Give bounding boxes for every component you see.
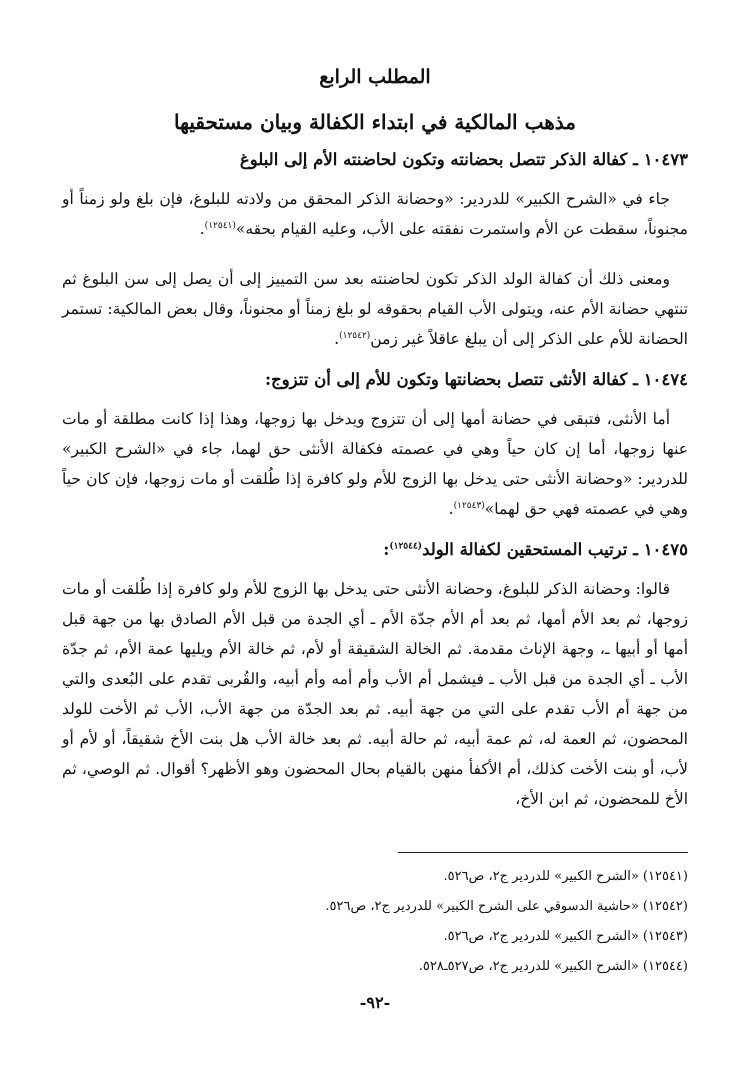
footnote-1: (١٢٥٤١) «الشرح الكبير» للدردير ج٢، ص٥٢٦.	[443, 869, 688, 884]
paragraph-1	[62, 184, 688, 244]
period: .	[199, 220, 205, 238]
footnote-ref-4: (١٢٥٤٤)	[389, 541, 423, 552]
footnotes	[62, 862, 688, 982]
heading-10473: ١٠٤٧٣ ـ كفالة الذكر تتصل بحضانته وتكون لحاضنته الأم إلى البلوغ	[239, 150, 688, 169]
footnote-4: (١٢٥٤٤) «الشرح الكبير» للدردير ج٢، ص٥٢٧ـ٥٢٨.	[418, 959, 688, 974]
paragraph-1-text: جاء في «الشرح الكبير» للدردير: «وحضانة الذكر المحقق من ولادته للبلوغ، فإن بلغ ولو زمناً أو مجنوناً، سقطت عن الأم واستمرت نفقته على الأب، وعليه القيام بحقه»	[62, 190, 688, 238]
paragraph-2	[62, 264, 688, 354]
page-number: -٩٢-	[359, 993, 391, 1012]
footnote-ref-1: (١٢٥٤١)	[204, 220, 236, 231]
footnote-3: (١٢٥٤٣) «الشرح الكبير» للدردير ج٢، ص٥٢٦.	[443, 929, 688, 944]
paragraph-2-text: ومعنى ذلك أن كفالة الولد الذكر تكون لحاضنته بعد سن التمييز إلى أن يصل إلى سن البلوغ ثم تنتهي حضانة الأم عنه، ويتولى الأب القيام بحقوقه لو بلغ زمناً أو مجنوناً، وقال بعض المالكية: تستمر الحضانة للأم على الذكر إلى أن يبلغ عاقلاً غير زمن	[62, 270, 688, 348]
main-title: مذهب المالكية في ابتداء الكفالة وبيان مستحقيها	[174, 110, 576, 134]
period: .	[334, 330, 340, 348]
footnote-divider	[398, 852, 688, 853]
footnote-2: (١٢٥٤٢) «حاشية الدسوقي على الشرح الكبير» للدردير ج٢، ص٥٢٦.	[325, 899, 688, 914]
heading-10475-text: ١٠٤٧٥ ـ ترتيب المستحقين لكفالة الولد	[422, 540, 688, 559]
paragraph-4: قالوا: وحضانة الذكر للبلوغ، وحضانة الأنثى حتى يدخل بها الزوج للأم ولو كافرة إذا طُلقت أو مات زوجها، ثم بعد الأم أمها، ثم بعد أم الأم جدّة الأم ـ أي الجدة من قبل الأم الصادق بها من جهة قبل أمها أو أبيها ـ، وجهة الإناث مقدمة. ثم الخالة الشقيقة أو لأم، ثم خالة الأم ويليها عمة الأم، ثم جدّة الأب ـ أي الجدة من قبل الأب ـ فيشمل أم الأب وأم أمه وأم أبيه، والقُربى تقدم على البُعدى والتي من جهة أم الأب تقدم على التي من جهة أبيه. ثم بعد الجدّة من جهة الأب، الأب ثم الأخت للولد المحضون، ثم العمة له، ثم عمة أبيه، ثم حالة أبيه. ثم بعد خالة الأب هل بنت الأخ شقيقاً، أو لأم أو لأب، أو بنت الأخت كذلك، أم الأكفأ منهن بالقيام بحال المحضون وهو الأظهر؟ أقوال. ثم الوصي، ثم الأخ للمحضون، ثم ابن الأخ،	[62, 580, 689, 808]
heading-10474: ١٠٤٧٤ ـ كفالة الأنثى تتصل بحضانتها وتكون للأم إلى أن تتزوج:	[264, 370, 688, 389]
heading-10475	[62, 536, 688, 564]
colon: :	[383, 540, 390, 559]
footnote-ref-3: (١٢٥٤٣)	[453, 500, 485, 511]
paragraph-3	[62, 404, 688, 524]
period: .	[448, 500, 454, 518]
paragraph-3-text: أما الأنثى، فتبقى في حضانة أمها إلى أن تتزوج ويدخل بها زوجها، وهذا إذا كانت مطلقة أو مات عنها زوجها، أما إن كان حياً وهي في عصمته فكفالة الأنثى حق لهما، جاء في «الشرح الكبير» للدردير: «وحضانة الأنثى حتى يدخل بها الزوج للأم ولو كافرة إذا طُلقت أو مات زوجها، فإن كان حياً وهي في عصمته فهي حق لهما»	[62, 410, 688, 518]
section-title: المطلب الرابع	[319, 66, 431, 88]
footnote-ref-2: (١٢٥٤٢)	[339, 330, 371, 341]
